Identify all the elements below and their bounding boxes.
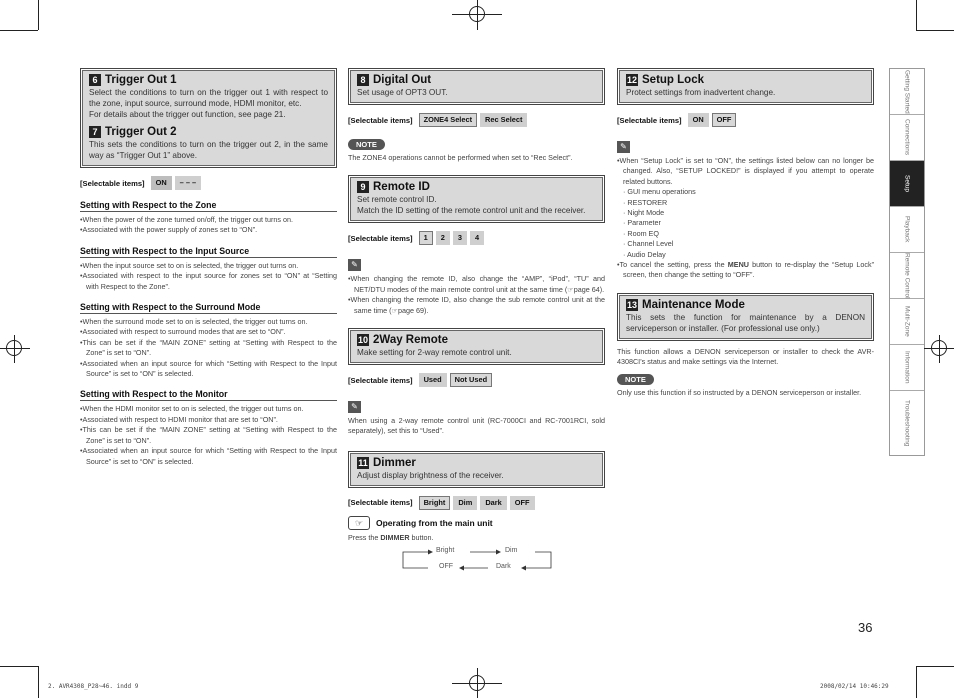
section-title: Setup Lock [642,74,704,86]
digital-out-section [348,68,605,105]
column-3 [617,68,874,398]
selectable-label: [Selectable items] [617,115,682,125]
list-item: • Associated with respect to the input source for zones set to “ON” at “Setting with Respect to the Zone”. [80,271,337,292]
memo-pencil-icon: ✎ [617,141,630,153]
dimmer-button-label: DIMMER [380,532,410,542]
item-number-badge: 7 [89,126,101,138]
maintenance-mode-title [626,299,865,311]
bullet-list [80,215,337,236]
section-description: Protect settings from inadvertent change. [626,88,776,97]
note-badge: NOTE [617,374,654,385]
section-description: Match the ID setting of the remote control unit and the receiver. [357,206,586,216]
subheading: Setting with Respect to the Zone [80,200,337,212]
list-item: • Associated when an input source for which “Setting with Respect to the Input Source” is set to “ON” is selected. [80,446,337,467]
dimmer-section [348,451,605,488]
tab-getting-started[interactable] [890,69,924,115]
list-item: · Parameter [623,218,874,228]
option-chip: Bright [419,496,451,510]
list-item: • Associated when an input source for which “Setting with Respect to the Input Source” is set to “ON” is selected. [80,359,337,380]
bullet-list [617,156,874,187]
section-description: For details about the trigger out function, see page 21. [89,110,286,119]
list-item: • Associated with respect to HDMI monitor that are set to “ON”. [80,415,337,425]
trigger-out-section [80,68,337,168]
footer-file-info: 2. AVR4308_P28~46. indd 9 [48,683,139,690]
maintenance-description: This function allows a DENON serviceperson or installer to check the AVR-4308CI’s status and make settings via the Internet. [617,346,874,367]
bullet-list [80,317,337,379]
section-description: Adjust display brightness of the receiver. [357,470,504,480]
selectable-items-row [617,113,874,127]
tab-label: Getting Started [903,69,911,114]
subheading: Setting with Respect to the Input Source [80,246,337,258]
selectable-label: [Selectable items] [348,498,413,508]
list-item: • When changing the remote ID, also change the “AMP”, “iPod”, “TU” and NET/DTU modes of the main remote control unit at the same time (☞page 64). [348,274,605,295]
section-description: This sets the conditions to turn on the trigger out 2, in the same way as “Trigger Out 1” above. [89,140,328,160]
digital-out-title [357,74,596,86]
option-chip: 4 [470,231,484,245]
operation-text-part: Press the [348,532,381,542]
tab-multi-zone[interactable] [890,299,924,345]
bullet-list [348,274,605,316]
option-chip: Dark [480,496,506,510]
chapter-tabs [889,68,925,456]
option-chip: Not Used [450,373,492,387]
setup-lock-title [626,74,865,86]
option-chip: Dim [453,496,477,510]
list-item: • When the surround mode set to on is selected, the trigger out turns on. [80,317,337,327]
cycle-label-dim: Dim [505,547,518,555]
option-chip: Rec Select [480,113,527,127]
tab-label: Information [903,351,911,384]
list-item: • Associated with the power supply of zones set to “ON”. [80,225,337,235]
option-chip: ON [151,176,172,190]
locked-settings-list [617,187,874,260]
note-text: Only use this function if so instructed by a DENON serviceperson or installer. [617,387,862,397]
selectable-label: [Selectable items] [80,178,145,188]
tab-label: Multi-Zone [903,306,911,337]
operation-text-part: button. [409,532,434,542]
memo-pencil-icon: ✎ [348,401,361,413]
list-item-part: button to re-display the “Setup Lock” screen, then change the setting to “OFF”. [623,260,874,280]
tab-label: Troubleshooting [903,399,911,447]
tab-label: Remote Control [903,252,911,299]
list-item: · Night Mode [623,208,874,218]
list-item: · Channel Level [623,239,874,249]
trigger-out-2-title [89,126,328,138]
page-number: 36 [858,620,873,635]
option-chip: ON [688,113,709,127]
two-way-remote-section [348,328,605,365]
list-item: • When the HDMI monitor set to on is selected, the trigger out turns on. [80,404,337,414]
section-title: Digital Out [373,74,432,86]
list-item: • When the power of the zone turned on/off, the trigger out turns on. [80,215,337,225]
cycle-arrows [348,546,605,580]
option-chip: Used [419,373,447,387]
item-number-badge: 12 [626,75,637,85]
bullet-list [617,260,874,281]
dimmer-cycle-diagram [348,546,605,580]
tab-troubleshooting[interactable] [890,391,924,455]
list-item: • When “Setup Lock” is set to “ON”, the settings listed below can no longer be changed. Also, “SETUP LOCKED!” is displayed if you attempt to operate related buttons. [617,156,874,187]
option-chip: ZONE4 Select [419,113,477,127]
option-chip: 3 [453,231,467,245]
memo-text: When using a 2-way remote control unit (RC-7000CI and RC-7001RCI, sold separately), set this to “Used”. [348,416,605,436]
note-badge: NOTE [348,139,385,150]
list-item [617,260,874,281]
option-chip: 1 [419,231,433,245]
cycle-label-off: OFF [439,563,453,571]
item-number-badge: 10 [357,335,368,346]
two-way-remote-title [357,334,596,346]
remote-id-title [357,181,596,193]
list-item: • This can be set if the “MAIN ZONE” setting at “Setting with Respect to the Zone” is set to “ON”. [80,425,337,446]
section-title: Trigger Out 1 [105,74,177,86]
section-description: Select the conditions to turn on the trigger out 1 with respect to the zone, input source, surround mode, HDMI monitor, etc. [89,88,328,108]
list-item: · Room EQ [623,229,874,239]
selectable-label: [Selectable items] [348,375,413,385]
tab-information[interactable] [890,345,924,391]
selectable-items-row [348,113,605,127]
menu-button-label: MENU [727,260,749,270]
list-item: • This can be set if the “MAIN ZONE” setting at “Setting with Respect to the Zone” is set to “ON”. [80,338,337,359]
tab-label: Connections [903,119,911,156]
selectable-label: [Selectable items] [348,115,413,125]
trigger-out-1-title [89,74,328,86]
list-item: • When changing the remote ID, also change the sub remote control unit at the same time (☞page 69). [348,295,605,316]
operation-title: Operating from the main unit [376,517,493,528]
section-title: Trigger Out 2 [105,126,177,138]
dimmer-title [357,457,596,469]
section-description: Make setting for 2-way remote control unit. [357,348,512,358]
section-title: Maintenance Mode [642,298,745,311]
cycle-label-bright: Bright [436,547,455,555]
selectable-items-row [348,373,605,387]
item-number-badge: 13 [626,299,637,310]
item-number-badge: 9 [357,181,369,193]
column-1 [80,68,337,467]
list-item: · Audio Delay [623,250,874,260]
selectable-items-row [348,496,605,510]
section-title: Dimmer [373,456,416,469]
section-title: 2Way Remote [373,334,448,347]
section-description: Set usage of OPT3 OUT. [357,88,448,97]
footer-timestamp: 2008/02/14 10:46:29 [820,683,889,690]
selectable-items-row [80,176,337,190]
remote-id-section [348,175,605,223]
tab-label: Playback [903,216,911,243]
bullet-list [80,404,337,466]
subheading: Setting with Respect to the Surround Mode [80,302,337,314]
option-chip: 2 [436,231,450,245]
section-description: Set remote control ID. [357,195,437,205]
setup-lock-section [617,68,874,105]
option-chip: OFF [510,496,535,510]
hand-pointer-icon: ☞ [348,516,370,530]
option-chip: – – – [175,176,201,190]
selectable-label: [Selectable items] [348,233,413,243]
bullet-list [80,261,337,292]
tab-setup[interactable] [890,161,924,207]
tab-playback[interactable] [890,207,924,253]
option-chip: OFF [712,113,737,127]
section-description: This sets the function for maintenance by a DENON serviceperson or installer. (For professional use only.) [626,312,865,333]
list-item: · GUI menu operations [623,187,874,197]
tab-label: Setup [903,175,911,192]
list-item-part: To cancel the setting, press the [619,260,728,270]
operation-header [348,516,605,530]
tab-remote-control[interactable] [890,253,924,299]
cycle-label-dark: Dark [496,563,511,571]
operation-text [348,533,605,543]
subheading: Setting with Respect to the Monitor [80,389,337,401]
memo-pencil-icon: ✎ [348,259,361,271]
item-number-badge: 8 [357,74,369,86]
maintenance-mode-section [617,293,874,341]
list-item: • Associated with respect to surround modes that are set to “ON”. [80,327,337,337]
list-item: • When the input source set to on is selected, the trigger out turns on. [80,261,337,271]
list-item: · RESTORER [623,198,874,208]
section-title: Remote ID [373,181,430,194]
item-number-badge: 11 [358,457,368,468]
selectable-items-row [348,231,605,245]
note-text: The ZONE4 operations cannot be performed when set to “Rec Select”. [348,153,573,162]
item-number-badge: 6 [89,74,101,86]
column-2 [348,68,605,580]
tab-connections[interactable] [890,115,924,161]
